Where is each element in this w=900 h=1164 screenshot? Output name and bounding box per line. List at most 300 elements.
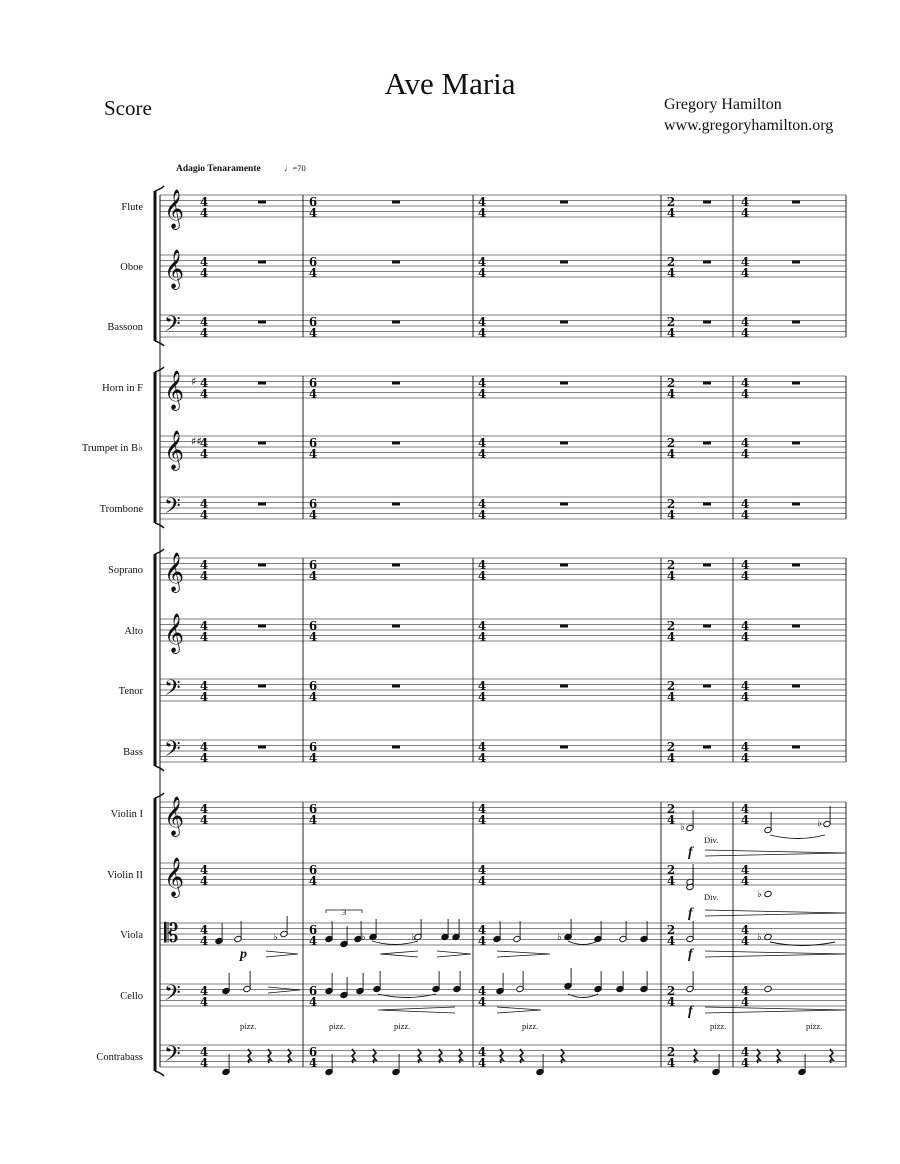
time-signature-denominator: 4 [308, 326, 318, 340]
viola-note [564, 919, 572, 941]
time-signature-denominator: 4 [477, 751, 487, 765]
time-signature-denominator: 4 [740, 508, 750, 522]
whole-rest [560, 261, 568, 264]
whole-rest [258, 321, 266, 324]
instrument-label: Trumpet in B♭ [81, 443, 143, 454]
cello-note [243, 971, 251, 993]
time-signature-numerator: 4 [199, 923, 209, 937]
time-signature-numerator: 4 [199, 740, 209, 754]
time-signature-denominator: 4 [308, 690, 318, 704]
whole-rest [792, 382, 800, 385]
bass-clef-icon: 𝄢 [164, 737, 181, 767]
time-signature-numerator: 2 [666, 740, 676, 754]
time-signature-numerator: 6 [308, 802, 318, 816]
time-signature-denominator: 4 [666, 934, 676, 948]
flat-icon: ♭ [442, 932, 447, 943]
time-signature-numerator: 4 [477, 802, 487, 816]
contrabass-note [798, 1054, 806, 1076]
time-signature-denominator: 4 [199, 874, 209, 888]
pizz-marking: pizz. [806, 1021, 823, 1031]
staff-oboe [160, 249, 846, 290]
treble-clef-icon: 𝄞 [164, 249, 185, 289]
cello-note [564, 968, 572, 990]
time-signature-numerator: 4 [477, 740, 487, 754]
time-signature-numerator: 4 [740, 376, 750, 390]
time-signature-numerator: 4 [740, 984, 750, 998]
staves [155, 186, 846, 1076]
cello-note [616, 971, 624, 993]
time-signature-numerator: 4 [199, 436, 209, 450]
viola-note [619, 921, 627, 943]
time-signature-numerator: 4 [740, 558, 750, 572]
time-signature-denominator: 4 [666, 1056, 676, 1070]
time-signature-denominator: 4 [740, 690, 750, 704]
whole-rest [792, 503, 800, 506]
time-signature-denominator: 4 [740, 266, 750, 280]
time-signature-denominator: 4 [740, 995, 750, 1009]
time-signature-denominator: 4 [740, 569, 750, 583]
time-signature-denominator: 4 [666, 813, 676, 827]
flat-icon: ♭ [680, 822, 685, 833]
decrescendo-hairpin [437, 951, 471, 957]
flat-icon: ♭ [757, 932, 762, 943]
time-signature-denominator: 4 [477, 569, 487, 583]
whole-rest [703, 261, 711, 264]
time-signature-denominator: 4 [477, 266, 487, 280]
whole-rest [703, 625, 711, 628]
time-signature-denominator: 4 [308, 387, 318, 401]
time-signature-denominator: 4 [666, 447, 676, 461]
pizz-marking: pizz. [710, 1021, 727, 1031]
time-signature-denominator: 4 [199, 934, 209, 948]
time-signature-denominator: 4 [199, 447, 209, 461]
score-title: Ave Maria [384, 66, 516, 101]
instrument-label: Violin I [110, 809, 143, 820]
flat-icon: ♭ [757, 889, 762, 900]
cello-note [686, 971, 694, 993]
triplet-mark: 3 [342, 907, 347, 917]
time-signature-numerator: 4 [477, 984, 487, 998]
staff-contrabass [160, 1042, 846, 1072]
time-signature-denominator: 4 [308, 813, 318, 827]
whole-rest [560, 201, 568, 204]
instrument-label: Tenor [118, 686, 143, 697]
whole-rest [703, 685, 711, 688]
time-signature-denominator: 4 [308, 874, 318, 888]
treble-clef-icon: 𝄞 [164, 796, 185, 836]
time-signature-numerator: 4 [199, 376, 209, 390]
viola-note [493, 921, 501, 943]
whole-rest [258, 201, 266, 204]
whole-rest [258, 503, 266, 506]
viola-note [594, 921, 602, 943]
time-signature-numerator: 4 [740, 436, 750, 450]
staff-horn-in-f [160, 370, 846, 411]
whole-rest [792, 201, 800, 204]
time-signature-numerator: 2 [666, 863, 676, 877]
cello-note [453, 971, 461, 993]
time-signature-denominator: 4 [477, 387, 487, 401]
whole-rest [392, 321, 400, 324]
whole-rest [560, 503, 568, 506]
time-signature-numerator: 4 [199, 802, 209, 816]
whole-rest [792, 564, 800, 567]
staff-trumpet-in-b [160, 430, 846, 471]
viola-note [280, 916, 288, 938]
time-signature-numerator: 6 [308, 558, 318, 572]
time-signature-numerator: 6 [308, 679, 318, 693]
instrument-label: Contrabass [96, 1052, 143, 1063]
instrument-label: Trombone [99, 504, 143, 515]
viola-note [686, 921, 694, 943]
time-signature-denominator: 4 [199, 508, 209, 522]
viola-note [452, 919, 460, 941]
instrument-labels [82, 202, 144, 1063]
composer-name: Gregory Hamilton [664, 96, 782, 113]
crescendo-hairpin [378, 1007, 455, 1013]
whole-rest [258, 382, 266, 385]
whole-rest [392, 442, 400, 445]
time-signature-denominator: 4 [199, 995, 209, 1009]
time-signature-numerator: 4 [740, 1045, 750, 1059]
contrabass-note [325, 1054, 333, 1076]
time-signature-numerator: 4 [477, 619, 487, 633]
staff-tenor [160, 676, 846, 706]
time-signature-numerator: 4 [477, 863, 487, 877]
bass-clef-icon: 𝄢 [164, 1042, 181, 1072]
viola-note [340, 926, 348, 948]
time-signature-denominator: 4 [666, 630, 676, 644]
time-signature-denominator: 4 [740, 813, 750, 827]
time-signature-numerator: 2 [666, 195, 676, 209]
notehead [764, 890, 772, 897]
time-signature-denominator: 4 [666, 206, 676, 220]
time-signature-numerator: 6 [308, 376, 318, 390]
time-signature-numerator: 2 [666, 923, 676, 937]
time-signature-denominator: 4 [308, 266, 318, 280]
time-signature-numerator: 6 [308, 863, 318, 877]
whole-rest [703, 382, 711, 385]
forte-dynamic: f [688, 906, 693, 921]
crescendo-hairpin [380, 951, 418, 957]
time-signature-numerator: 4 [740, 315, 750, 329]
bracket-hook [155, 1071, 164, 1076]
alto-clef-icon: 𝄡 [164, 919, 179, 949]
time-signature-numerator: 2 [666, 984, 676, 998]
pizz-marking: pizz. [329, 1021, 346, 1031]
time-signature-denominator: 4 [477, 874, 487, 888]
violin1-note [764, 812, 772, 834]
time-signature-denominator: 4 [199, 326, 209, 340]
time-signature-numerator: 4 [199, 558, 209, 572]
time-signature-denominator: 4 [477, 813, 487, 827]
whole-rest [560, 746, 568, 749]
time-signature-numerator: 4 [740, 863, 750, 877]
staff-viola [160, 919, 846, 949]
decrescendo-hairpin [705, 910, 846, 916]
time-signature-numerator: 2 [666, 315, 676, 329]
decrescendo-hairpin [705, 951, 846, 957]
time-signature-denominator: 4 [666, 690, 676, 704]
whole-rest [703, 746, 711, 749]
whole-rest [560, 382, 568, 385]
time-signature-numerator: 4 [740, 802, 750, 816]
time-signature-numerator: 4 [477, 497, 487, 511]
time-signature-denominator: 4 [199, 1056, 209, 1070]
time-signature-denominator: 4 [308, 1056, 318, 1070]
time-signature-numerator: 6 [308, 255, 318, 269]
time-signature-numerator: 4 [740, 923, 750, 937]
time-signature-numerator: 4 [199, 679, 209, 693]
whole-rest [703, 503, 711, 506]
forte-dynamic: f [688, 947, 693, 962]
time-signature-numerator: 6 [308, 984, 318, 998]
piano-dynamic: p [240, 947, 247, 962]
time-signature-denominator: 4 [477, 447, 487, 461]
whole-rest [258, 442, 266, 445]
time-signature-denominator: 4 [477, 326, 487, 340]
time-signature-numerator: 4 [740, 255, 750, 269]
slur [378, 994, 436, 998]
bass-clef-icon: 𝄢 [164, 494, 181, 524]
time-signature-denominator: 4 [199, 569, 209, 583]
div-marking: Div. [704, 892, 719, 902]
whole-rest [392, 685, 400, 688]
flat-icon: ♭ [273, 932, 278, 943]
whole-rest [792, 321, 800, 324]
time-signature-numerator: 4 [477, 315, 487, 329]
instrument-label: Oboe [120, 262, 143, 273]
time-signature-numerator: 4 [477, 558, 487, 572]
time-signature-denominator: 4 [477, 934, 487, 948]
flat-icon: ♭ [361, 932, 366, 943]
time-signature-numerator: 6 [308, 923, 318, 937]
whole-rest [392, 201, 400, 204]
time-signature-denominator: 4 [199, 813, 209, 827]
time-signature-denominator: 4 [666, 326, 676, 340]
violin2-note [686, 864, 694, 886]
time-signature-denominator: 4 [199, 206, 209, 220]
time-signature-denominator: 4 [308, 447, 318, 461]
contrabass-note [712, 1054, 720, 1076]
whole-rest [560, 321, 568, 324]
treble-clef-icon: 𝄞 [164, 189, 185, 229]
pizz-marking: pizz. [240, 1021, 257, 1031]
score-label: Score [104, 96, 152, 120]
flat-icon: ♭ [817, 818, 822, 829]
viola-note [325, 921, 333, 943]
time-signature-numerator: 4 [199, 497, 209, 511]
instrument-label: Bassoon [107, 322, 143, 333]
bass-clef-icon: 𝄢 [164, 981, 181, 1011]
treble-clef-icon: 𝄞 [164, 430, 185, 470]
time-signature-numerator: 6 [308, 497, 318, 511]
time-signature-denominator: 4 [199, 690, 209, 704]
cello-note [516, 971, 524, 993]
time-signature-denominator: 4 [308, 206, 318, 220]
time-signature-denominator: 4 [740, 751, 750, 765]
cello-note [640, 971, 648, 993]
cello-note [594, 971, 602, 993]
time-signature-numerator: 4 [199, 863, 209, 877]
time-signature-numerator: 4 [477, 436, 487, 450]
whole-rest [392, 625, 400, 628]
time-signature-denominator: 4 [740, 630, 750, 644]
contrabass-note [536, 1054, 544, 1076]
whole-rest [392, 503, 400, 506]
whole-rest [392, 261, 400, 264]
time-signature-numerator: 4 [740, 679, 750, 693]
flat-icon: ♭ [411, 932, 416, 943]
time-signature-numerator: 4 [199, 1045, 209, 1059]
whole-rest [258, 261, 266, 264]
whole-rest [560, 685, 568, 688]
slur [770, 835, 825, 839]
contrabass-note [392, 1054, 400, 1076]
time-signature-numerator: 4 [199, 195, 209, 209]
time-signature-numerator: 6 [308, 436, 318, 450]
time-signature-denominator: 4 [199, 266, 209, 280]
time-signature-numerator: 2 [666, 1045, 676, 1059]
flat-icon: ♭ [557, 932, 562, 943]
time-signature-denominator: 4 [199, 630, 209, 644]
whole-rest [703, 442, 711, 445]
time-signature-denominator: 4 [740, 387, 750, 401]
viola-note [640, 921, 648, 943]
whole-rest [792, 685, 800, 688]
decrescendo-hairpin [268, 987, 300, 993]
time-signature-denominator: 4 [477, 630, 487, 644]
decrescendo-hairpin [266, 951, 298, 957]
time-signature-denominator: 4 [308, 995, 318, 1009]
time-signature-denominator: 4 [666, 751, 676, 765]
violin1-note [823, 806, 831, 828]
time-signature-denominator: 4 [199, 387, 209, 401]
viola-note [234, 921, 242, 943]
decrescendo-hairpin [497, 951, 550, 957]
time-signature-denominator: 4 [740, 874, 750, 888]
whole-rest [703, 564, 711, 567]
staff-bassoon [160, 312, 846, 342]
instrument-label: Soprano [108, 565, 143, 576]
time-signature-denominator: 4 [740, 326, 750, 340]
time-signature-denominator: 4 [666, 995, 676, 1009]
time-signature-numerator: 4 [740, 195, 750, 209]
composer-website: www.gregoryhamilton.org [664, 117, 834, 134]
cello-whole-note [764, 985, 772, 992]
time-signature-numerator: 2 [666, 679, 676, 693]
cello-note [432, 971, 440, 993]
staff-bass [160, 737, 846, 767]
time-signature-numerator: 6 [308, 195, 318, 209]
notehead [764, 985, 772, 992]
time-signature-denominator: 4 [477, 508, 487, 522]
whole-rest [792, 625, 800, 628]
whole-rest [258, 564, 266, 567]
instrument-label: Violin II [107, 870, 143, 881]
time-signature-numerator: 4 [199, 315, 209, 329]
tempo-marking [176, 163, 306, 174]
time-signature-denominator: 4 [666, 387, 676, 401]
time-signature-denominator: 4 [308, 630, 318, 644]
whole-rest [258, 625, 266, 628]
time-signature-denominator: 4 [199, 751, 209, 765]
whole-rest [560, 442, 568, 445]
time-signature-numerator: 6 [308, 1045, 318, 1059]
time-signature-denominator: 4 [308, 934, 318, 948]
time-signature-denominator: 4 [666, 569, 676, 583]
treble-clef-icon: 𝄞 [164, 613, 185, 653]
time-signature-numerator: 2 [666, 376, 676, 390]
time-signature-numerator: 6 [308, 740, 318, 754]
time-signature-numerator: 4 [199, 984, 209, 998]
whole-rest [258, 746, 266, 749]
whole-rest [792, 746, 800, 749]
slur [568, 941, 598, 945]
time-signature-denominator: 4 [740, 206, 750, 220]
time-signature-denominator: 4 [740, 1056, 750, 1070]
time-signature-denominator: 4 [477, 690, 487, 704]
treble-clef-icon: 𝄞 [164, 370, 185, 410]
bass-clef-icon: 𝄢 [164, 676, 181, 706]
time-signature-numerator: 4 [740, 740, 750, 754]
time-signature-numerator: 4 [740, 497, 750, 511]
instrument-label: Horn in F [102, 383, 143, 394]
time-signature-numerator: 2 [666, 436, 676, 450]
time-signature-numerator: 4 [477, 1045, 487, 1059]
time-signature-numerator: 2 [666, 497, 676, 511]
time-signature-denominator: 4 [308, 508, 318, 522]
cello-note [373, 971, 381, 993]
bracket-hook [155, 186, 164, 191]
tempo-value: ♩=70 [284, 163, 306, 173]
time-signature-denominator: 4 [740, 934, 750, 948]
time-signature-numerator: 4 [199, 255, 209, 269]
whole-rest [560, 625, 568, 628]
staff-violin-i [160, 796, 846, 837]
forte-dynamic: f [688, 845, 693, 860]
time-signature-numerator: 4 [199, 619, 209, 633]
time-signature-denominator: 4 [666, 508, 676, 522]
bass-clef-icon: 𝄢 [164, 312, 181, 342]
time-signature-numerator: 4 [477, 255, 487, 269]
time-signature-denominator: 4 [666, 874, 676, 888]
cello-note [340, 977, 348, 999]
time-signature-numerator: 4 [477, 923, 487, 937]
decrescendo-hairpin [497, 1007, 541, 1013]
time-signature-denominator: 4 [477, 995, 487, 1009]
whole-rest [392, 382, 400, 385]
time-signature-numerator: 2 [666, 558, 676, 572]
div-marking: Div. [704, 835, 719, 845]
time-signature-denominator: 4 [308, 569, 318, 583]
viola-note [369, 919, 377, 941]
instrument-label: Bass [123, 747, 143, 758]
viola-note [513, 921, 521, 943]
time-signature-numerator: 2 [666, 255, 676, 269]
staff-alto [160, 613, 846, 654]
time-signature-denominator: 4 [740, 447, 750, 461]
treble-clef-icon: 𝄞 [164, 857, 185, 897]
whole-rest [703, 321, 711, 324]
decrescendo-hairpin [705, 850, 846, 856]
forte-dynamic: f [688, 1004, 693, 1019]
pizz-marking: pizz. [394, 1021, 411, 1031]
staff-flute [160, 189, 846, 230]
time-signature-denominator: 4 [308, 751, 318, 765]
time-signature-numerator: 4 [477, 195, 487, 209]
time-signature-numerator: 2 [666, 619, 676, 633]
